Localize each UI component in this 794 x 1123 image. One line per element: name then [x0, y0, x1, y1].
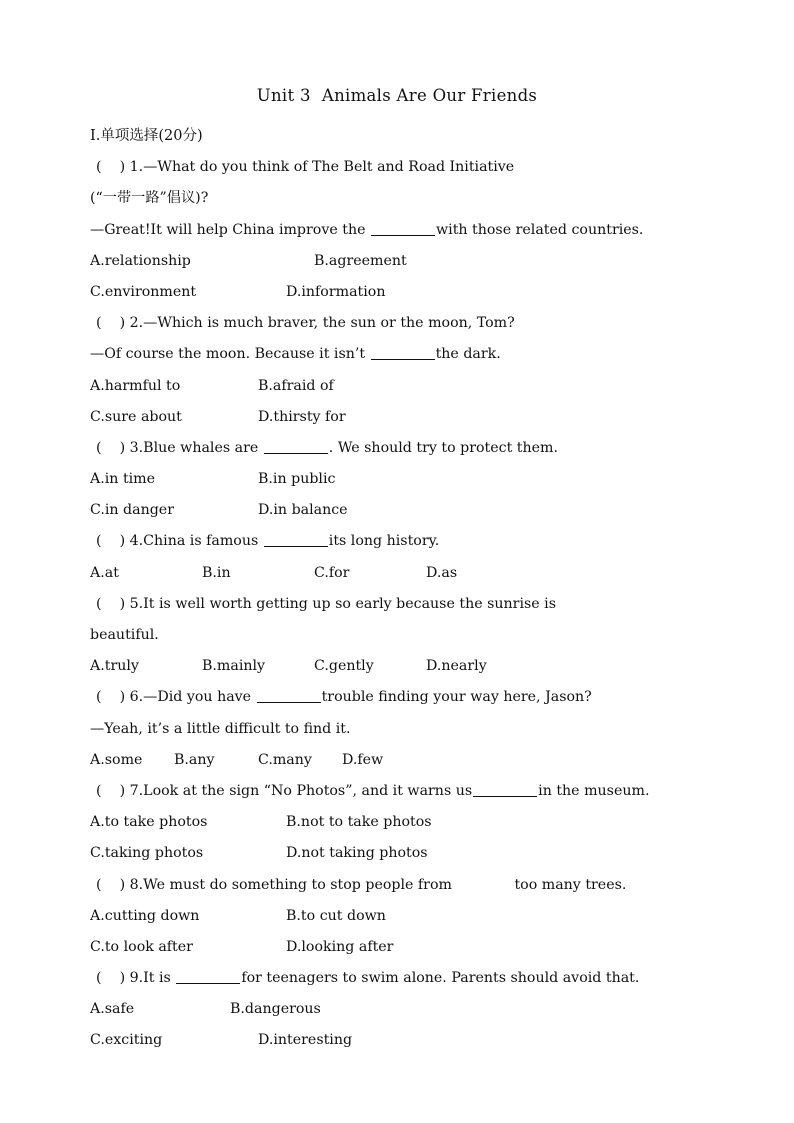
answer-blank — [371, 221, 435, 236]
question-3: ( ) 3.Blue whales are . We should try to protect them. — [90, 433, 702, 464]
options-row — [90, 558, 702, 589]
options-row — [90, 651, 702, 682]
options-row — [90, 495, 702, 526]
answer-paren[interactable]: ( ) — [96, 533, 126, 550]
option-c[interactable]: C.sure about — [90, 408, 182, 425]
option-a[interactable]: A.harmful to — [90, 377, 181, 394]
option-c[interactable]: C.for — [314, 564, 350, 581]
option-a[interactable]: A.safe — [90, 1001, 135, 1018]
option-a[interactable]: A.cutting down — [90, 907, 200, 924]
option-c[interactable]: C.many — [258, 751, 312, 768]
question-4: ( ) 4.China is famous its long history. — [90, 526, 702, 557]
option-d[interactable]: D.not taking photos — [286, 845, 428, 862]
question-2 — [90, 308, 702, 339]
question-text: —Which is much braver, the sun or the moon, Tom? — [143, 315, 515, 332]
option-c[interactable]: C.to look after — [90, 938, 193, 955]
question-6: ( ) 6.—Did you have trouble finding your way here, Jason? — [90, 682, 702, 713]
answer-paren[interactable]: ( ) — [96, 782, 126, 799]
question-number: 4. — [129, 533, 144, 550]
question-number: 1. — [129, 159, 144, 176]
option-c[interactable]: C.environment — [90, 283, 197, 300]
option-b[interactable]: B.in public — [258, 471, 336, 488]
option-b[interactable]: B.agreement — [314, 252, 407, 269]
option-d[interactable]: D.thirsty for — [258, 408, 346, 425]
question-7: ( ) 7.Look at the sign “No Photos”, and it warns us in the museum. — [90, 776, 702, 807]
options-row — [90, 838, 702, 869]
question-number: 7. — [129, 782, 144, 799]
answer-blank — [176, 969, 240, 984]
option-d[interactable]: D.as — [426, 564, 458, 581]
option-b[interactable]: B.in — [202, 564, 231, 581]
answer-blank — [264, 439, 328, 454]
question-5 — [90, 589, 702, 620]
answer-paren[interactable]: ( ) — [96, 439, 126, 456]
answer-blank — [257, 688, 321, 703]
page-title: Unit 3 Animals Are Our Friends — [256, 86, 538, 105]
question-8: ( ) 8.We must do something to stop people from too many trees. — [90, 870, 702, 901]
answer-blank — [473, 782, 537, 797]
answer-blank — [264, 532, 328, 547]
option-b[interactable]: B.afraid of — [258, 377, 334, 394]
option-c[interactable]: C.gently — [314, 658, 374, 675]
question-number: 3. — [129, 439, 144, 456]
answer-blank — [457, 877, 513, 891]
question-9: ( ) 9.It is for teenagers to swim alone. Parents should avoid that. — [90, 963, 702, 994]
option-c[interactable]: C.in danger — [90, 502, 174, 519]
option-d[interactable]: D.interesting — [258, 1032, 353, 1049]
option-d[interactable]: D.information — [286, 283, 386, 300]
question-text-continued: —Yeah, it’s a little difficult to find it. — [90, 720, 351, 737]
options-row — [90, 745, 702, 776]
option-a[interactable]: A.in time — [90, 471, 156, 488]
question-text-continued: beautiful. — [90, 627, 159, 643]
option-b[interactable]: B.dangerous — [230, 1001, 321, 1018]
question-text-continued: (“一带一路”倡议)? — [90, 190, 209, 207]
question-number: 9. — [129, 970, 144, 987]
answer-paren[interactable]: ( ) — [96, 689, 126, 706]
answer-paren[interactable]: ( ) — [96, 876, 126, 893]
options-row — [90, 464, 702, 495]
option-b[interactable]: B.mainly — [202, 658, 266, 675]
options-row — [90, 901, 702, 932]
option-b[interactable]: B.any — [174, 751, 215, 768]
question-answer-line: —Great!It will help China improve the with those related countries. — [90, 221, 644, 238]
question-text: It is well worth getting up so early because the sunrise is — [143, 595, 556, 612]
question-number: 6. — [129, 689, 144, 706]
options-row — [90, 932, 702, 963]
option-d[interactable]: D.looking after — [286, 938, 394, 955]
option-b[interactable]: B.to cut down — [286, 907, 386, 924]
options-row — [90, 807, 702, 838]
question-number: 5. — [129, 595, 144, 612]
option-b[interactable]: B.not to take photos — [286, 814, 432, 831]
option-d[interactable]: D.nearly — [426, 658, 487, 675]
answer-paren[interactable]: ( ) — [96, 159, 126, 176]
option-c[interactable]: C.taking photos — [90, 845, 204, 862]
question-text: —What do you think of The Belt and Road Initiative — [143, 159, 515, 176]
answer-blank — [371, 345, 435, 360]
option-a[interactable]: A.to take photos — [90, 814, 208, 831]
question-number: 2. — [129, 315, 144, 332]
options-row — [90, 246, 702, 277]
option-c[interactable]: C.exciting — [90, 1032, 163, 1049]
question-1 — [90, 152, 702, 183]
option-a[interactable]: A.at — [90, 564, 119, 581]
options-row — [90, 277, 702, 308]
option-a[interactable]: A.relationship — [90, 252, 191, 269]
option-a[interactable]: A.some — [90, 751, 143, 768]
option-a[interactable]: A.truly — [90, 658, 139, 675]
answer-paren[interactable]: ( ) — [96, 315, 126, 332]
option-d[interactable]: D.few — [342, 751, 384, 768]
exercise-section — [90, 121, 702, 1057]
question-answer-line: —Of course the moon. Because it isn’t the dark. — [90, 346, 501, 363]
option-d[interactable]: D.in balance — [258, 502, 348, 519]
options-row — [90, 402, 702, 433]
answer-paren[interactable]: ( ) — [96, 595, 126, 612]
options-row — [90, 1025, 702, 1056]
options-row — [90, 371, 702, 402]
section-heading: Ⅰ.单项选择(20分) — [90, 128, 203, 144]
question-number: 8. — [129, 876, 144, 893]
answer-paren[interactable]: ( ) — [96, 970, 126, 987]
options-row — [90, 994, 702, 1025]
